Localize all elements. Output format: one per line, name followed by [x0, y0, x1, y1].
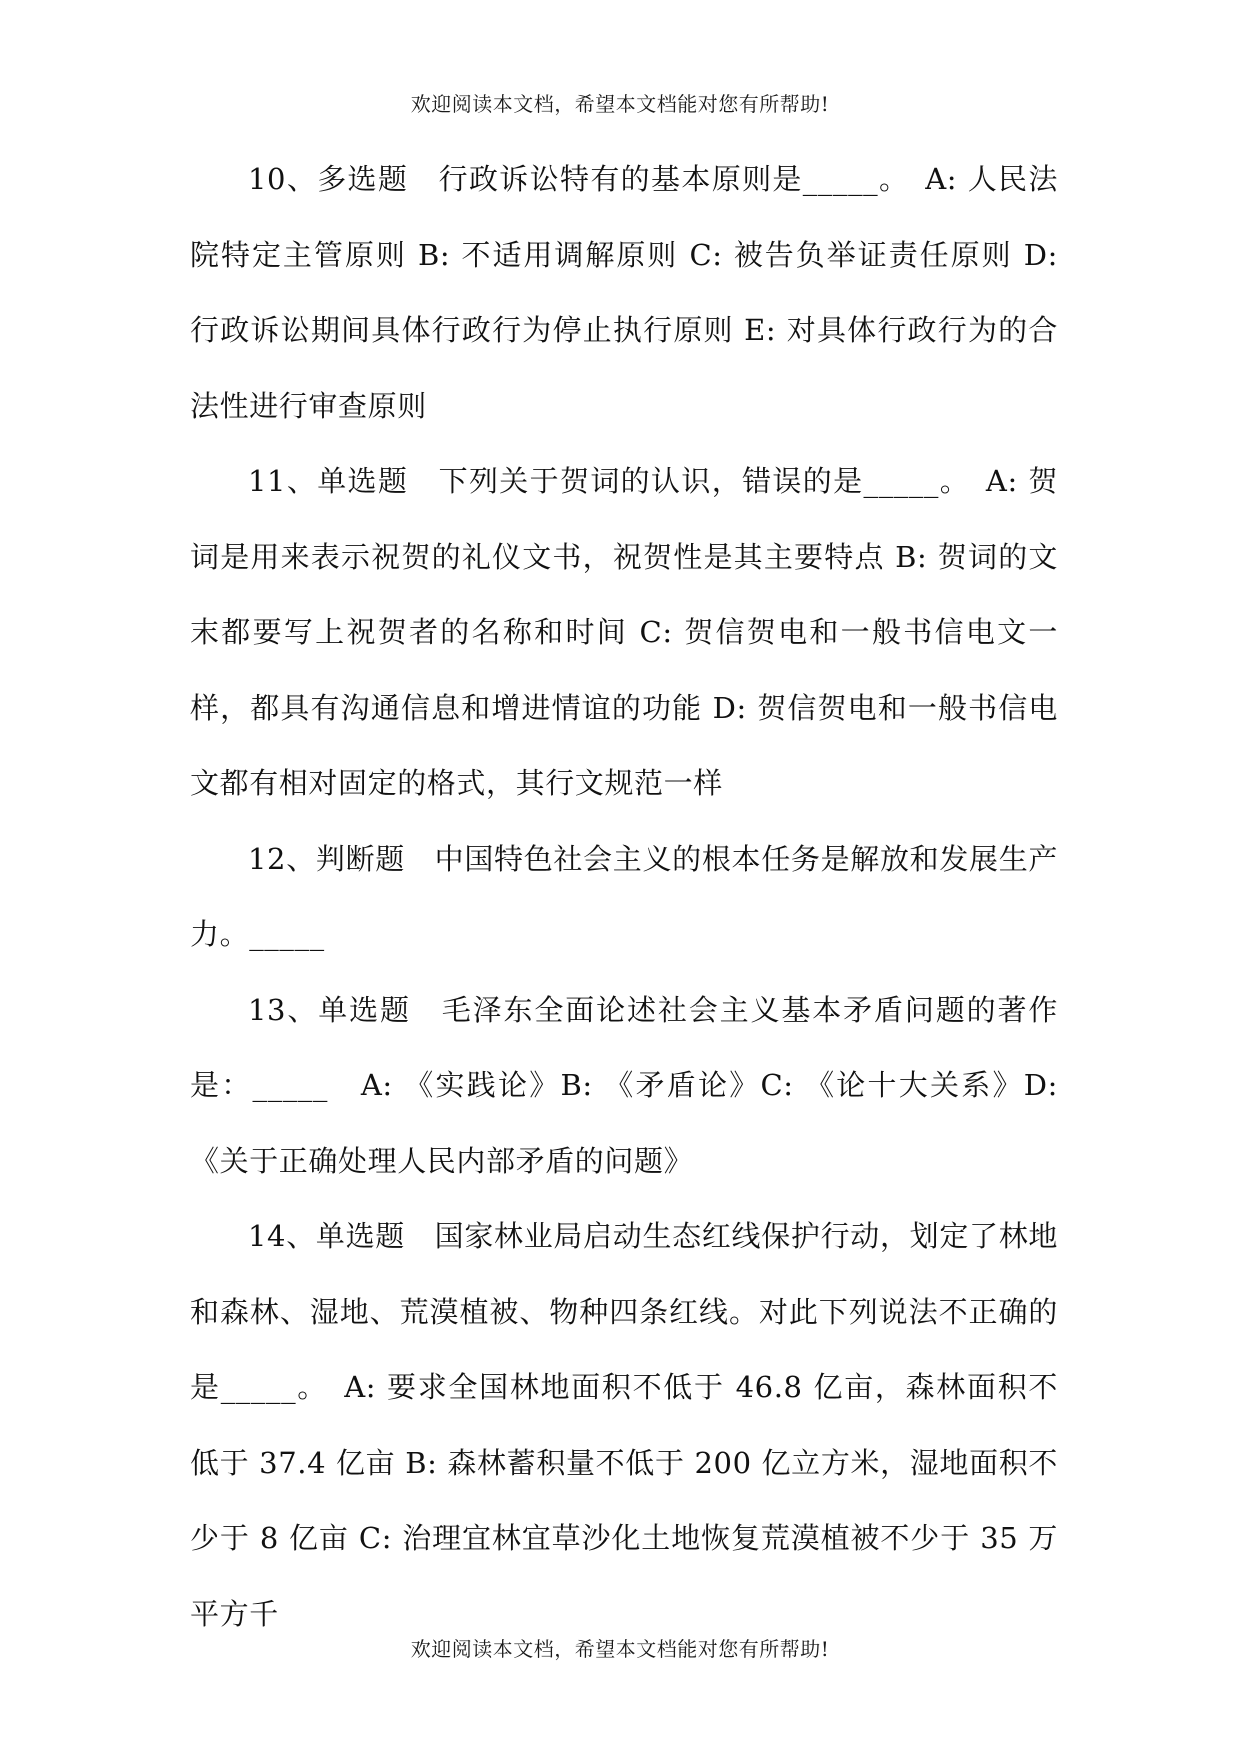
- question-10: 10、多选题 行政诉讼特有的基本原则是_____。 A: 人民法院特定主管原则 B: 不适用调解原则 C: 被告负举证责任原则 D: 行政诉讼期间具体行政行为停止执行原则 E: 对具体行政行为的合法性进行审查原则: [190, 162, 1058, 423]
- page-footer: 欢迎阅读本文档，希望本文档能对您有所帮助!: [410, 1637, 830, 1661]
- question-14: 14、单选题 国家林业局启动生态红线保护行动，划定了林地和森林、湿地、荒漠植被、物种四条红线。对此下列说法不正确的是_____。 A: 要求全国林地面积不低于 46.8 亿亩，森林面积不低于 37.4 亿亩 B: 森林蓄积量不低于 200 亿立方米，湿地面积不少于 8 亿亩 C: 治理宜林宜草沙化土地恢复荒漠植被不少于 35 万平方千: [190, 1219, 1058, 1631]
- question-11: 11、单选题 下列关于贺词的认识，错误的是_____。 A: 贺词是用来表示祝贺的礼仪文书，祝贺性是其主要特点 B: 贺词的文末都要写上祝贺者的名称和时间 C: 贺信贺电和一般书信电文一样，都具有沟通信息和增进情谊的功能 D: 贺信贺电和一般书信电文都有相对固定的格式，其行文规范一样: [190, 464, 1058, 800]
- question-13: 13、单选题 毛泽东全面论述社会主义基本矛盾问题的著作是：_____ A: 《实践论》B: 《矛盾论》C: 《论十大关系》D: 《关于正确处理人民内部矛盾的问题》: [190, 992, 1058, 1178]
- question-12: 12、判断题 中国特色社会主义的根本任务是解放和发展生产力。_____: [190, 841, 1058, 951]
- page-header: 欢迎阅读本文档，希望本文档能对您有所帮助!: [410, 92, 830, 116]
- document-body: [190, 142, 1058, 1652]
